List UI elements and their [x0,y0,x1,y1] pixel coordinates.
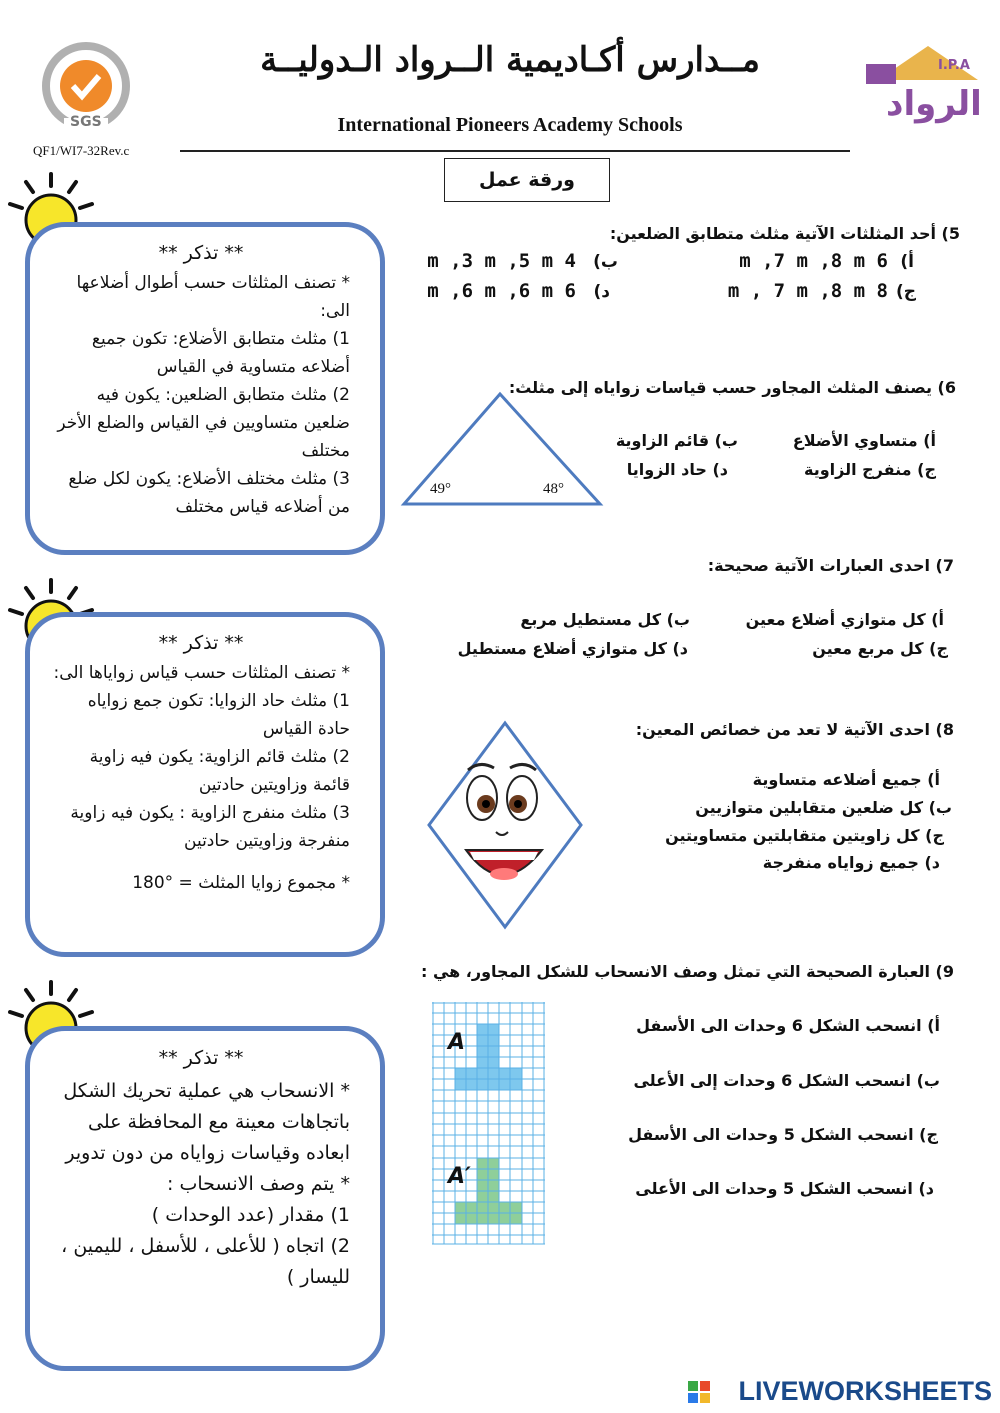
reminder-box-translation [25,1026,385,1371]
question-6: 6) يصنف المثلث المجاور حسب قياسات زواياه إلى مثلث: [508,378,956,397]
reminder-line: 1) مثلث متطابق الأضلاع: تكون جميع أضلاعه متساوية في القياس [91,329,350,377]
reminder-heading: ** تذكر ** [158,1047,244,1069]
worksheet-label: ورقة عمل [444,158,610,202]
question-9: 9) العبارة الصحيحة التي تمثل وصف الانسحاب للشكل المجاور، هي : [420,962,954,981]
q6-option-c[interactable]: ج) منفرج الزاوية [803,460,936,479]
form-code: QF1/WI7-32Rev.c [33,143,130,158]
q7-option-b[interactable]: ب) كل مستطيل مربع [520,610,690,629]
reminder-line: 3) مثلث مختلف الأضلاع: يكون لكل ضلع من أضلاعه قياس مختلف [68,469,350,517]
reminder-box-side-lengths [25,222,385,555]
q9-option-c[interactable]: ج) انسحب الشكل 5 وحدات الى الأسفل [628,1125,938,1144]
reminder-box-angles [25,612,385,957]
question-8: 8) احدى الآتية لا تعد من خصائص المعين: [635,720,954,739]
reminder-heading: ** تذكر ** [158,242,244,264]
reminder-line: 2) مثلث متطابق الضلعين: يكون فيه ضلعين متساويين في القياس والضلع الأخر مختلف [57,385,350,461]
q8-option-c[interactable]: ج) كل زاويتين متقابلتين متساويتين [665,826,944,845]
q5-option-b-label: ب) [593,252,618,272]
reminder-line: * الانسحاب هي عملية تحريك الشكل باتجاهات معينة مع المحافظة على ابعاده وقياسات زواياه من دون تدوير [63,1080,350,1164]
reminder-line: 3) مثلث منفرج الزاوية : يكون فيه زاوية منفرجة وزاويتين حادتين [70,803,350,851]
reminder-line: 2) مثلث قائم الزاوية: يكون فيه زاوية قائمة وزاويتين حادتين [89,747,350,795]
reminder-line: * تصنف المثلثات حسب أطوال أضلاعها الى: [76,273,350,321]
triangle-figure [400,390,605,510]
reminder-line: * يتم وصف الانسحاب : [167,1173,350,1195]
q5-option-c-label: ج) [895,282,916,302]
q6-option-a[interactable]: أ) متساوي الأضلاع [792,431,936,450]
liveworksheets-logo-icon [688,1381,710,1403]
q6-option-d[interactable]: د) حاد الزوايا [626,460,728,479]
q5-option-d[interactable]: 6 m ,6 m ,6 m [427,280,576,302]
angle-label-right: 48° [543,481,564,497]
q5-option-b[interactable]: 4 m ,3 m ,5 m [427,250,576,272]
reminder-heading: ** تذكر ** [158,632,244,654]
reminder-line: * مجموع زوايا المثلث = °180 [132,873,350,893]
image-label-a-prime: A′ [448,1164,471,1189]
q6-option-b[interactable]: ب) قائم الزاوية [615,431,738,450]
ipa-logo-arabic: الرواد [886,84,982,124]
q9-option-d[interactable]: د) انسحب الشكل 5 وحدات الى الأعلى [635,1179,934,1198]
translation-grid-figure [432,1002,548,1246]
question-7: 7) احدى العبارات الآتية صحيحة: [707,556,954,575]
school-name-arabic: مــدارس أكـاديمية الــرواد الـدوليــة [260,40,760,80]
q5-option-a-label: أ) [900,252,914,272]
reminder-line: * تصنف المثلثات حسب قياس زواياها الى: [53,663,350,683]
reminder-line: 1) مثلث حاد الزوايا: تكون جمع زواياه حادة القياس [87,691,350,739]
q7-option-c[interactable]: ج) كل مربع معين [812,639,948,658]
school-name-english: International Pioneers Academy Schools [337,114,683,136]
q9-option-a[interactable]: أ) انسحب الشكل 6 وحدات الى الأسفل [636,1016,940,1035]
reminder-line: 2) اتجاه ( للأعلى ، للأسفل ، لليمين ، لليسار ) [61,1235,350,1288]
liveworksheets-brand: LIVEWORKSHEETS [738,1376,992,1406]
q8-option-b[interactable]: ب) كل ضلعين متقابلين متوازيين [695,798,952,817]
rhombus-face-figure [426,720,584,930]
header-divider [180,150,850,152]
q5-option-d-label: د) [593,282,610,302]
angle-label-left: 49° [430,481,451,497]
q7-option-a[interactable]: أ) كل متوازي أضلاع معين [745,610,944,629]
certification-logo [38,42,134,138]
q7-option-d[interactable]: د) كل متوازي أضلاع مستطيل [457,639,688,658]
ipa-logo-text: I.P.A [938,58,970,73]
q5-option-c[interactable]: 8 m , 7 m ,8 m [727,280,888,302]
q8-option-a[interactable]: أ) جميع أضلاعه متساوية [752,770,940,789]
reminder-line: 1) مقدار (عدد الوحدات ) [151,1204,350,1226]
cert-logo-text: SGS [70,114,102,130]
shape-label-a: A [448,1030,466,1055]
question-5: 5) أحد المثلثات الآتية مثلث متطابق الضلعين: [609,224,960,243]
q9-option-b[interactable]: ب) انسحب الشكل 6 وحدات إلى الأعلى [633,1071,940,1090]
ipa-logo [858,40,983,140]
q5-option-a[interactable]: 6 m ,7 m ,8 m [739,250,888,272]
q8-option-d[interactable]: د) جميع زواياه منفرجة [762,853,940,872]
